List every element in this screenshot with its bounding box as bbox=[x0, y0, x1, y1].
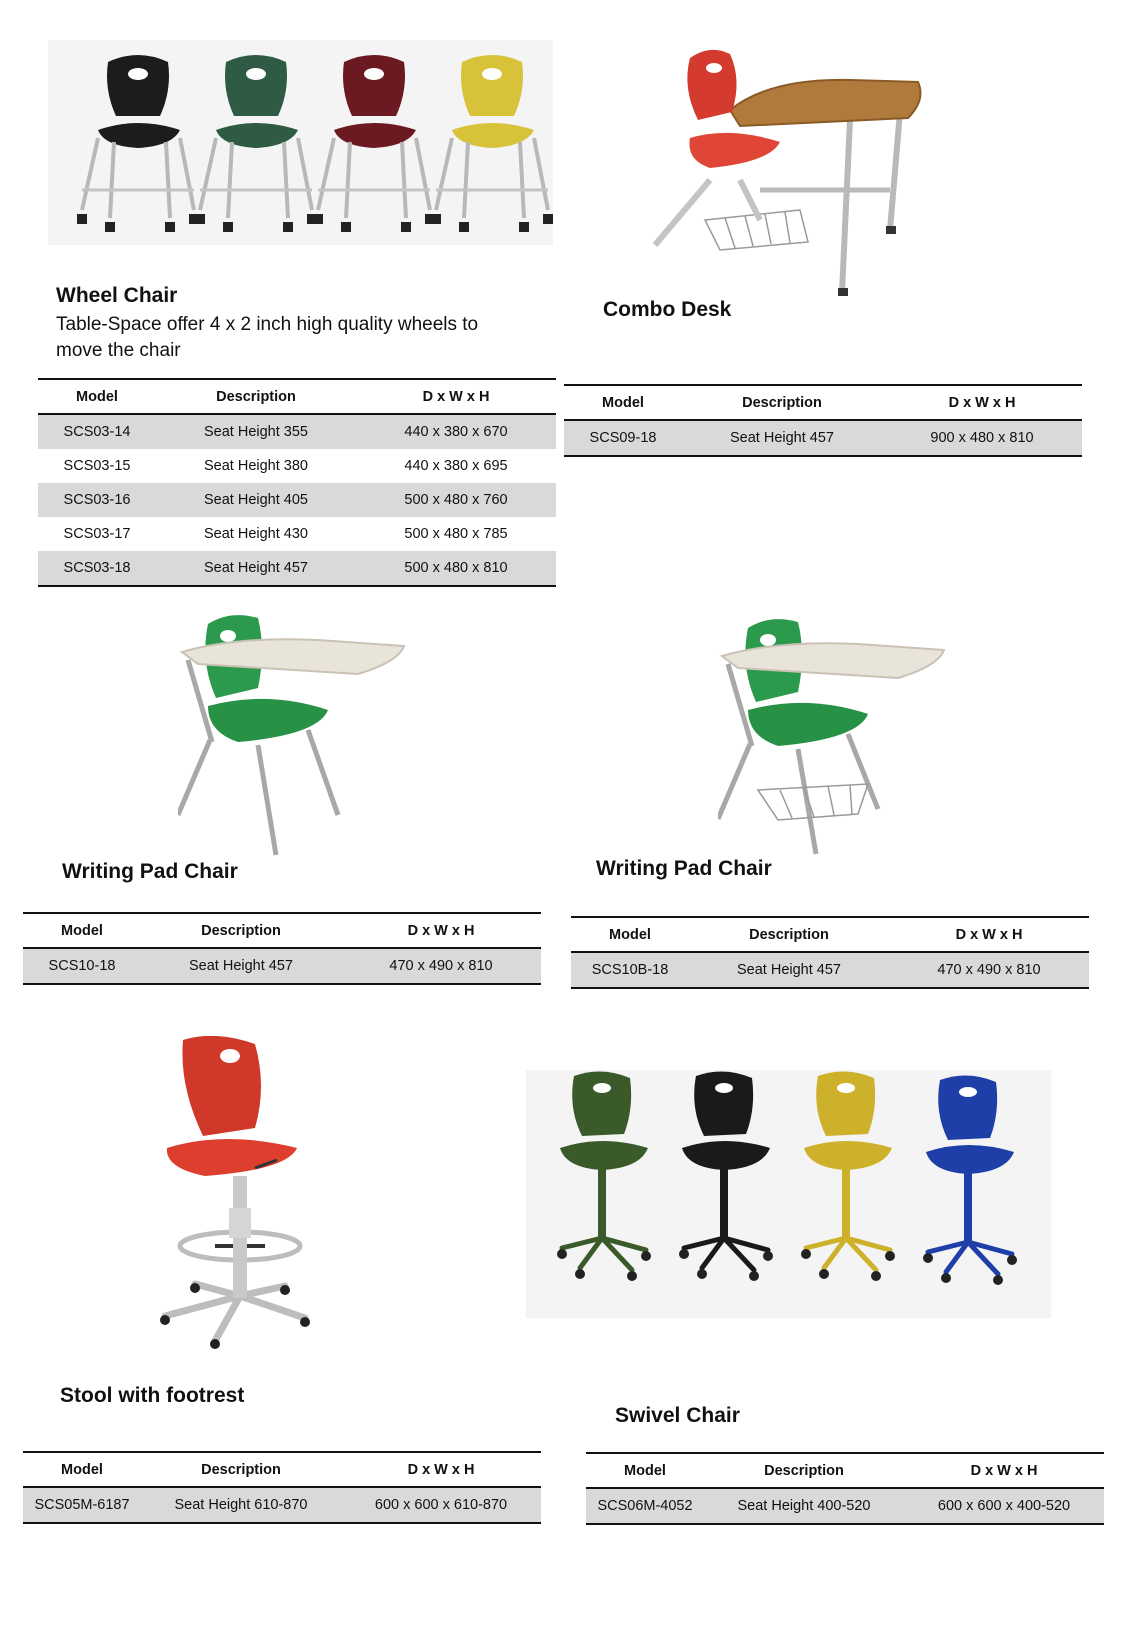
wheel-chair-subtitle: Table-Space offer 4 x 2 inch high quality wheels to move the chair bbox=[56, 314, 479, 361]
table-row bbox=[564, 420, 1082, 456]
table-row bbox=[571, 952, 1089, 988]
dims-cell: 500 x 480 x 810 bbox=[356, 551, 556, 586]
dims-cell: 440 x 380 x 670 bbox=[356, 414, 556, 449]
description-cell: Seat Height 380 bbox=[204, 458, 308, 474]
writing-pad-chair-basket-spec-table bbox=[571, 916, 1089, 989]
header-dims: D x W x H bbox=[341, 913, 541, 948]
writing-pad-chair-basket-title: Writing Pad Chair bbox=[596, 857, 772, 880]
table-row bbox=[23, 948, 541, 984]
table-row bbox=[23, 1487, 541, 1523]
description-cell: Seat Height 457 bbox=[682, 420, 882, 456]
header-description: Description bbox=[156, 379, 356, 414]
dims-cell: 600 x 600 x 610-870 bbox=[341, 1487, 541, 1523]
description-cell: Seat Height 405 bbox=[156, 483, 356, 517]
model-cell: SCS10-18 bbox=[23, 948, 141, 984]
header-dims: D x W x H bbox=[356, 379, 556, 414]
dims-cell: 440 x 380 x 695 bbox=[404, 458, 508, 474]
model-cell: SCS05M-6187 bbox=[23, 1487, 141, 1523]
header-model: Model bbox=[586, 1453, 704, 1488]
header-dims: D x W x H bbox=[341, 1452, 541, 1487]
description-cell: Seat Height 457 bbox=[141, 948, 341, 984]
header-description: Description bbox=[141, 1452, 341, 1487]
writing-pad-chair-basket-image bbox=[718, 614, 948, 864]
dims-cell: 900 x 480 x 810 bbox=[882, 420, 1082, 456]
writing-pad-chair-image bbox=[178, 610, 408, 860]
description-cell: Seat Height 457 bbox=[689, 952, 889, 988]
header-dims: D x W x H bbox=[882, 385, 1082, 420]
dims-cell: 600 x 600 x 400-520 bbox=[904, 1488, 1104, 1524]
header-description: Description bbox=[689, 917, 889, 952]
wheel-chair-spec-table bbox=[38, 378, 556, 587]
description-cell: Seat Height 400-520 bbox=[704, 1488, 904, 1524]
wheel-chair-title: Wheel Chair bbox=[56, 284, 178, 307]
wheel-chair-image bbox=[48, 40, 553, 245]
model-cell: SCS10B-18 bbox=[571, 952, 689, 988]
dims-cell: 470 x 490 x 810 bbox=[889, 952, 1089, 988]
table-row bbox=[38, 449, 556, 483]
header-model: Model bbox=[38, 379, 156, 414]
description-cell: Seat Height 355 bbox=[156, 414, 356, 449]
stool-spec-table bbox=[23, 1451, 541, 1524]
model-cell: SCS06M-4052 bbox=[586, 1488, 704, 1524]
table-row bbox=[586, 1488, 1104, 1524]
header-dims: D x W x H bbox=[889, 917, 1089, 952]
combo-desk-image bbox=[650, 40, 950, 302]
combo-desk-title: Combo Desk bbox=[603, 298, 732, 321]
dims-cell: 500 x 480 x 785 bbox=[404, 526, 508, 542]
header-model: Model bbox=[571, 917, 689, 952]
description-cell: Seat Height 457 bbox=[156, 551, 356, 586]
model-cell: SCS09-18 bbox=[564, 420, 682, 456]
header-model: Model bbox=[564, 385, 682, 420]
header-description: Description bbox=[682, 385, 882, 420]
description-cell: Seat Height 430 bbox=[204, 526, 308, 542]
description-cell: Seat Height 610-870 bbox=[141, 1487, 341, 1523]
swivel-chairs-image bbox=[526, 1070, 1051, 1318]
header-model: Model bbox=[23, 913, 141, 948]
table-row bbox=[38, 517, 556, 551]
combo-desk-spec-table bbox=[564, 384, 1082, 457]
table-row bbox=[38, 551, 556, 586]
stool-image bbox=[155, 1036, 325, 1356]
writing-pad-chair-spec-table bbox=[23, 912, 541, 985]
header-model: Model bbox=[23, 1452, 141, 1487]
table-row bbox=[38, 483, 556, 517]
model-cell: SCS03-15 bbox=[63, 458, 131, 474]
swivel-chair-spec-table bbox=[586, 1452, 1104, 1525]
header-dims: D x W x H bbox=[904, 1453, 1104, 1488]
table-row bbox=[38, 414, 556, 449]
stool-title: Stool with footrest bbox=[60, 1384, 245, 1407]
header-description: Description bbox=[141, 913, 341, 948]
model-cell: SCS03-14 bbox=[38, 414, 156, 449]
model-cell: SCS03-16 bbox=[38, 483, 156, 517]
model-cell: SCS03-18 bbox=[38, 551, 156, 586]
writing-pad-chair-title: Writing Pad Chair bbox=[62, 860, 238, 883]
header-description: Description bbox=[704, 1453, 904, 1488]
dims-cell: 500 x 480 x 760 bbox=[356, 483, 556, 517]
model-cell: SCS03-17 bbox=[63, 526, 131, 542]
dims-cell: 470 x 490 x 810 bbox=[341, 948, 541, 984]
swivel-chair-title: Swivel Chair bbox=[615, 1404, 740, 1427]
